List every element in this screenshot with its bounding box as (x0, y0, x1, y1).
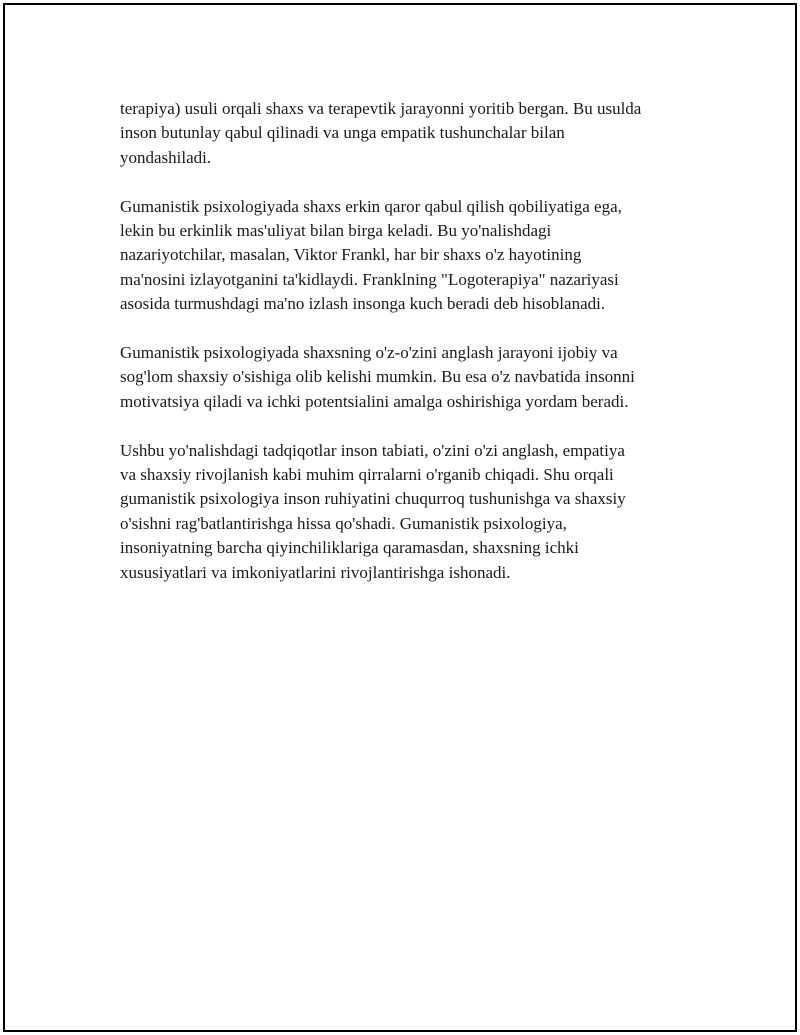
paragraph-4 (120, 439, 700, 585)
text-line: inson butunlay qabul qilinadi va unga empatik tushunchalar bilan (120, 123, 565, 143)
paragraph-2 (120, 195, 700, 317)
text-line: Gumanistik psixologiyada shaxs erkin qaror qabul qilish qobiliyatiga ega, (120, 196, 622, 216)
text-line: lekin bu erkinlik mas'uliyat bilan birga keladi. Bu yo'nalishdagi (120, 221, 552, 241)
text-line: asosida turmushdagi ma'no izlash insonga kuch beradi deb hisoblanadi. (120, 294, 606, 314)
text-line: sog'lom shaxsiy o'sishiga olib kelishi mumkin. Bu esa o'z navbatida insonni (120, 367, 635, 387)
text-line: gumanistik psixologiya inson ruhiyatini chuqurroq tushunishga va shaxsiy (120, 489, 626, 509)
text-line: insoniyatning barcha qiyinchiliklariga qaramasdan, shaxsning ichki (120, 538, 579, 558)
text-line: xususiyatlari va imkoniyatlarini rivojlantirishga ishonadi. (120, 562, 511, 582)
document-page (3, 3, 797, 1032)
text-line: terapiya) usuli orqali shaxs va terapevtik jarayonni yoritib bergan. Bu usulda (120, 99, 642, 118)
text-line: o'sishni rag'batlantirishga hissa qo'shadi. Gumanistik psixologiya, (120, 513, 567, 533)
text-line: yondashiladi. (120, 147, 212, 167)
text-line: motivatsiya qiladi va ichki potentsialini amalga oshirishiga yordam beradi. (120, 391, 629, 411)
text-line: ma'nosini izlayotganini ta'kidlaydi. Franklning "Logoterapiya" nazariyasi (120, 269, 619, 289)
document-body (120, 97, 700, 609)
paragraph-1 (120, 97, 700, 170)
text-line: va shaxsiy rivojlanish kabi muhim qirralarni o'rganib chiqadi. Shu orqali (120, 465, 614, 485)
paragraph-3 (120, 341, 700, 414)
text-line: nazariyotchilar, masalan, Viktor Frankl, har bir shaxs o'z hayotining (120, 245, 582, 265)
text-line: Ushbu yo'nalishdagi tadqiqotlar inson tabiati, o'zini o'zi anglash, empatiya (120, 440, 625, 460)
text-line: Gumanistik psixologiyada shaxsning o'z-o'zini anglash jarayoni ijobiy va (120, 343, 618, 363)
